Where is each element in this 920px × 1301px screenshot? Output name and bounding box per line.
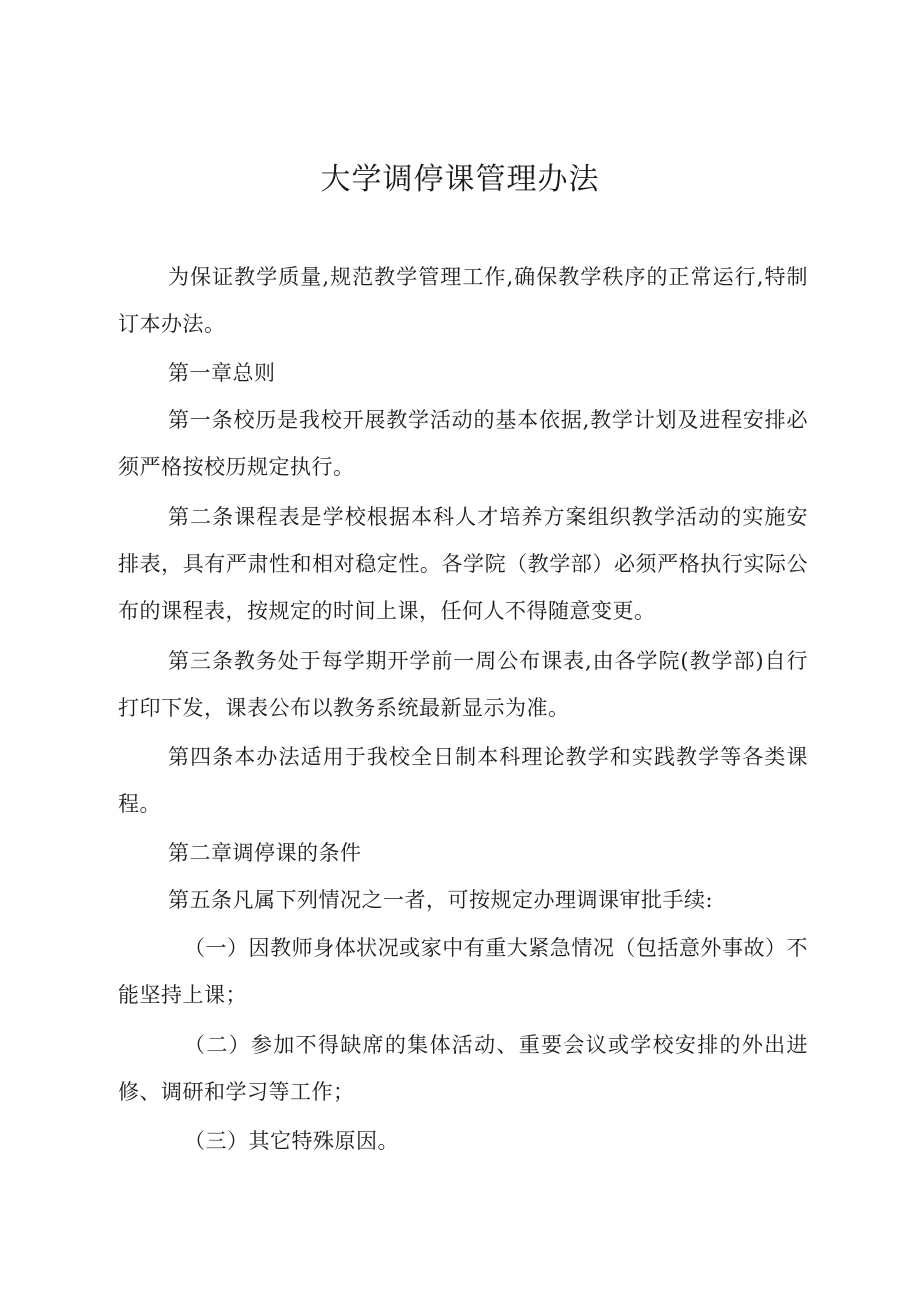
article-2: 第二条课程表是学校根据本科人才培养方案组织教学活动的实施安排表，具有严肃性和相对稳定性。各学院（教学部）必须严格执行实际公布的课程表，按规定的时间上课，任何人不得随意变更。: [118, 505, 808, 623]
article-4: 第四条本办法适用于我校全日制本科理论教学和实践教学等各类课程。: [118, 745, 808, 816]
article-5: 第五条凡属下列情况之一者，可按规定办理调课审批手续:: [168, 888, 714, 912]
document-title: 大学调停课管理办法: [320, 162, 600, 197]
list-item-2: （二）参加不得缺席的集体活动、重要会议或学校安排的外出进修、调研和学习等工作；: [118, 1033, 808, 1104]
intro-paragraph: 为保证教学质量,规范教学管理工作,确保教学秩序的正常运行,特制订本办法。: [118, 265, 808, 336]
list-item-3: （三）其它特殊原因。: [184, 1129, 399, 1153]
chapter-2-heading: 第二章调停课的条件: [168, 841, 362, 865]
chapter-1-heading: 第一章总则: [168, 361, 276, 385]
article-1: 第一条校历是我校开展教学活动的基本依据,教学计划及进程安排必须严格按校历规定执行。: [118, 408, 808, 479]
article-3: 第三条教务处于每学期开学前一周公布课表,由各学院(教学部)自行打印下发，课表公布以教务系统最新显示为准。: [118, 649, 808, 720]
list-item-1: （一）因教师身体状况或家中有重大紧急情况（包括意外事故）不能坚持上课；: [118, 936, 808, 1007]
